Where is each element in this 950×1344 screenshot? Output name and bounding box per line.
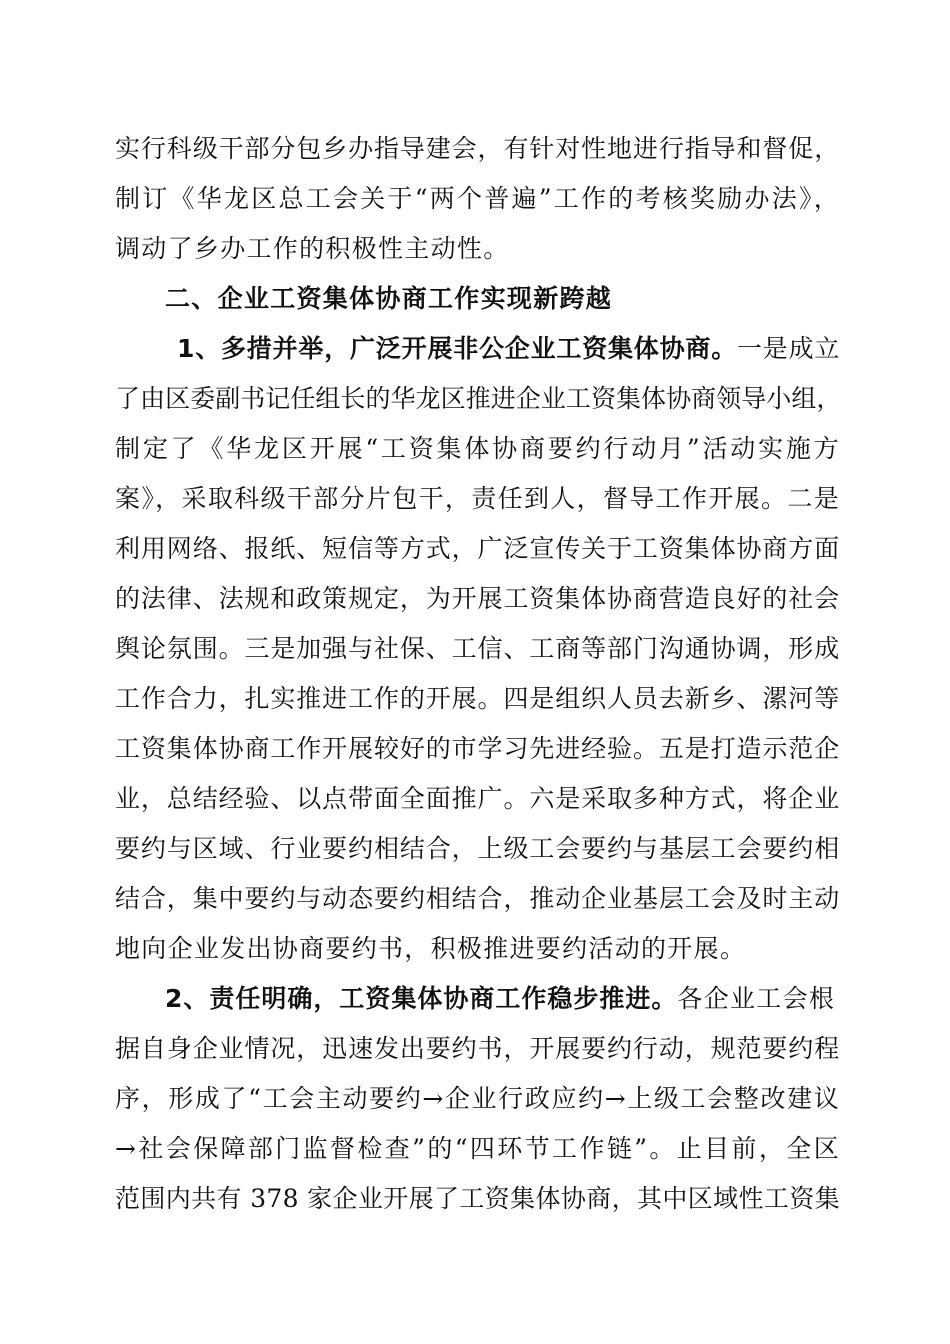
para1-first-line — [115, 324, 840, 374]
text-line-2: 制订《华龙区总工会关于“两个普遍”工作的考核奖励办法》， — [115, 184, 840, 213]
para1-line: 制定了《华龙区开展“工资集体协商要约行动月”活动实施方 — [115, 434, 840, 463]
text-line-3: 调动了乡办工作的积极性主动性。 — [115, 234, 510, 263]
para1-line: 工资集体协商工作开展较好的市学习先进经验。五是打造示范企 — [115, 734, 840, 763]
para2-first-rest: 各企业工会根 — [677, 984, 836, 1013]
para2-line: 据自身企业情况，迅速发出要约书，开展要约行动，规范要约程 — [115, 1034, 840, 1063]
para1-line: 要约与区域、行业要约相结合，上级工会要约与基层工会要约相 — [115, 834, 840, 863]
para2-line: 序，形成了“工会主动要约→企业行政应约→上级工会整改建议 — [115, 1084, 840, 1113]
para2-bold-lead: 2、责任明确，工资集体协商工作稳步推进。 — [165, 984, 678, 1013]
para1-line: 了由区委副书记任组长的华龙区推进企业工资集体协商领导小组， — [115, 384, 842, 413]
para1-line: 利用网络、报纸、短信等方式，广泛宣传关于工资集体协商方面 — [115, 534, 840, 563]
para2-line: →社会保障部门监督检查”的“四环节工作链”。止目前，全区 — [115, 1134, 840, 1163]
para2-line: 范围内共有 378 家企业开展了工资集体协商，其中区域性工资集 — [115, 1184, 840, 1213]
section-heading: 二、企业工资集体协商工作实现新跨越 — [165, 284, 613, 313]
para1-line: 工作合力，扎实推进工作的开展。四是组织人员去新乡、漯河等 — [115, 684, 840, 713]
document-body — [115, 124, 840, 1224]
para1-line: 业，总结经验、以点带面全面推广。六是采取多种方式，将企业 — [115, 784, 840, 813]
para1-line: 的法律、法规和政策规定，为开展工资集体协商营造良好的社会 — [115, 584, 840, 613]
para1-line: 舆论氛围。三是加强与社保、工信、工商等部门沟通协调，形成 — [115, 634, 840, 663]
text-line-1: 实行科级干部分包乡办指导建会，有针对性地进行指导和督促， — [115, 134, 840, 163]
para1-first-rest: 一是成立 — [737, 334, 841, 363]
para1-last-line: 地向企业发出协商要约书，积极推进要约活动的开展。 — [115, 934, 747, 963]
para1-bold-lead: 1、多措并举，广泛开展非公企业工资集体协商。 — [177, 334, 737, 363]
para1-line: 结合，集中要约与动态要约相结合，推动企业基层工会及时主动 — [115, 884, 840, 913]
para2-first-line — [115, 974, 840, 1024]
para1-line: 案》，采取科级干部分片包干，责任到人，督导工作开展。二是 — [115, 484, 840, 513]
